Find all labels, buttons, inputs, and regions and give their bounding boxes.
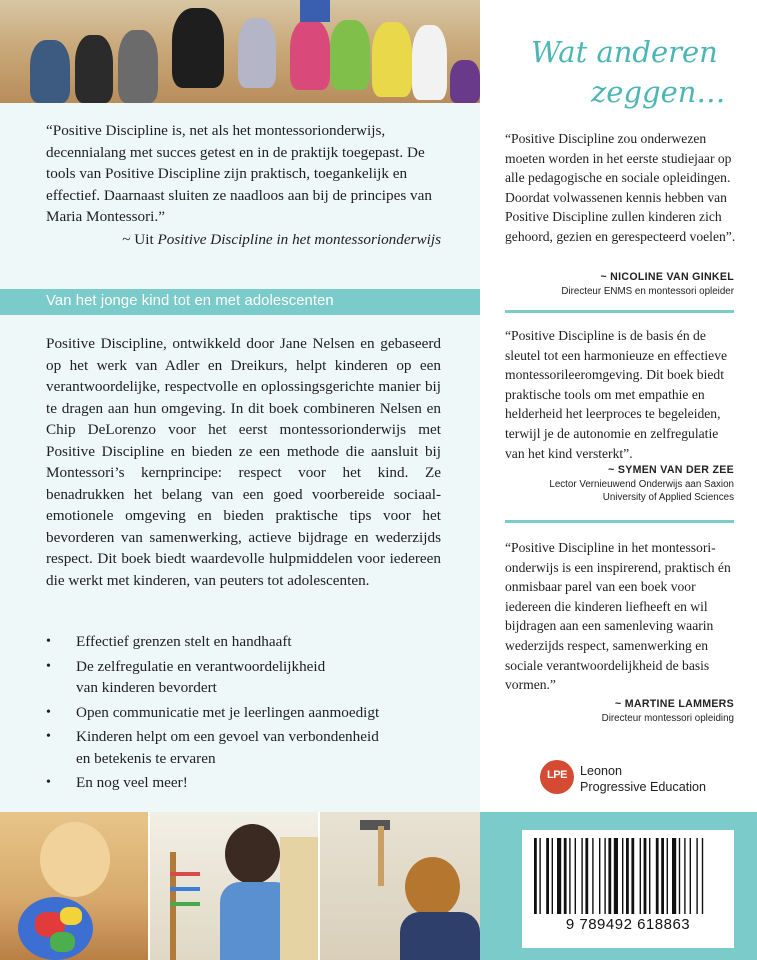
testimonials-title	[531, 32, 731, 112]
publisher-logo	[540, 760, 574, 794]
featured-quote-attribution	[46, 229, 441, 251]
list-item	[46, 772, 441, 794]
testimonial-quote: “Positive Discipline is de basis én de sleutel tot een harmonieuze en effectieve montessorileeromgeving. Dit boek biedt praktische tools om met empathie en helderheid het leerproces te begeleiden, terwijl je de autonomie en zelfregulatie van het kind versterkt”.	[505, 328, 728, 461]
list-item-text: Kinderen helpt om een gevoel van verbondenheid	[76, 728, 379, 745]
isbn-number: 9 789492 618863	[565, 916, 691, 933]
testimonials-title-line2: zeggen…	[591, 75, 726, 109]
section-banner-text: Van het jonge kind tot en met adolescenten	[46, 293, 334, 309]
description-text: Positive Discipline, ontwikkeld door Jane Nelsen en gebaseerd op het werk van Adler en Dreikurs, helpt kinderen op een verantwoordelijke, respectvolle en oplossingsgerichte manier bij te dragen aan hun omgeving. In dit boek combineren Nelsen en Chip DeLorenzo voor het eerst montessorionderwijs met Positive Discipline en bieden ze een methode die aansluit bij Montessori’s kernprincipe: respect voor het kind. Ze benadrukken het belang van een goed voorbereide sociaal-emotionele omgeving en bieden praktische tips voor het bevorderen van samenwerking, actieve bijdrage en wederzijds respect. Dit boek biedt waardevolle hulpmiddelen voor iedereen die werkt met kinderen, van peuters tot adolescenten.	[46, 335, 441, 589]
list-item-text: En nog veel meer!	[76, 774, 188, 791]
testimonial-name: ~ MARTINE LAMMERS	[615, 698, 734, 710]
divider	[505, 310, 734, 313]
list-item-text-cont: van kinderen bevordert	[76, 679, 217, 696]
section-banner	[0, 289, 480, 315]
list-item	[46, 656, 441, 699]
child-globe-photo	[0, 812, 148, 960]
publisher-name	[580, 763, 706, 795]
list-item	[46, 702, 441, 724]
testimonial-role: Lector Vernieuwend Onderwijs aan Saxion	[549, 479, 734, 490]
testimonial-name: ~ SYMEN VAN DER ZEE	[608, 464, 734, 476]
publisher-line1: Leonon	[580, 764, 623, 778]
testimonial-name: ~ NICOLINE VAN GINKEL	[600, 271, 734, 283]
publisher-line2: Progressive Education	[580, 780, 707, 794]
list-item-text-cont: en betekenis te ervaren	[76, 749, 216, 767]
child-hammer-photo	[320, 812, 480, 960]
attribution-prefix: ~ Uit	[122, 230, 158, 248]
list-item-text: Open communicatie met je leerlingen aanmoedigt	[76, 703, 380, 721]
bottom-photo-strip	[0, 812, 480, 960]
testimonial-role: Directeur montessori opleiding	[601, 713, 734, 724]
list-item-text: De zelfregulatie en verantwoordelijkheid	[76, 657, 326, 675]
child-abacus-photo	[150, 812, 318, 960]
attribution-title: Positive Discipline in het montessorionderwijs	[157, 230, 441, 248]
testimonial-role: University of Applied Sciences	[602, 492, 734, 503]
featured-quote	[46, 120, 441, 250]
testimonial-quote: “Positive Discipline in het montessori-onderwijs is een inspirerend, praktisch én onmisbaar parel van een boek voor iedereen die kinderen liefheeft en wil bijdragen aan een samenleving waarin wederzijds respect, samenwerking en sociale verantwoordelijkheid de basis vormen.”	[505, 540, 731, 693]
testimonial-quote: “Positive Discipline zou onderwezen moeten worden in het eerste studiejaar op alle pedagogische en sociale opleidingen. Doordat volwassenen kennis hebben van Positive Discipline zullen kinderen zich gehoord, gezien en gerespecteerd voelen”.	[505, 131, 736, 244]
divider	[505, 520, 734, 523]
list-item-text: Effectief grenzen stelt en handhaaft	[76, 633, 292, 650]
featured-quote-text: “Positive Discipline is, net als het montessorionderwijs, decennialang met succes getest en in de praktijk toegepast. De tools van Positive Discipline zijn praktisch, toegankelijk en effectief. Daarnaast sluiten ze naadloos aan bij de principes van Maria Montessori.”	[46, 122, 432, 225]
benefit-list	[46, 631, 441, 797]
barcode-bars	[530, 838, 726, 916]
list-item	[46, 631, 441, 653]
testimonials-title-line1: Wat anderen	[531, 35, 718, 69]
list-item	[46, 726, 441, 769]
publisher-logo-text: LPE	[547, 769, 567, 781]
testimonial-role: Directeur ENMS en montessori opleider	[561, 286, 734, 297]
classroom-photo	[0, 0, 480, 103]
